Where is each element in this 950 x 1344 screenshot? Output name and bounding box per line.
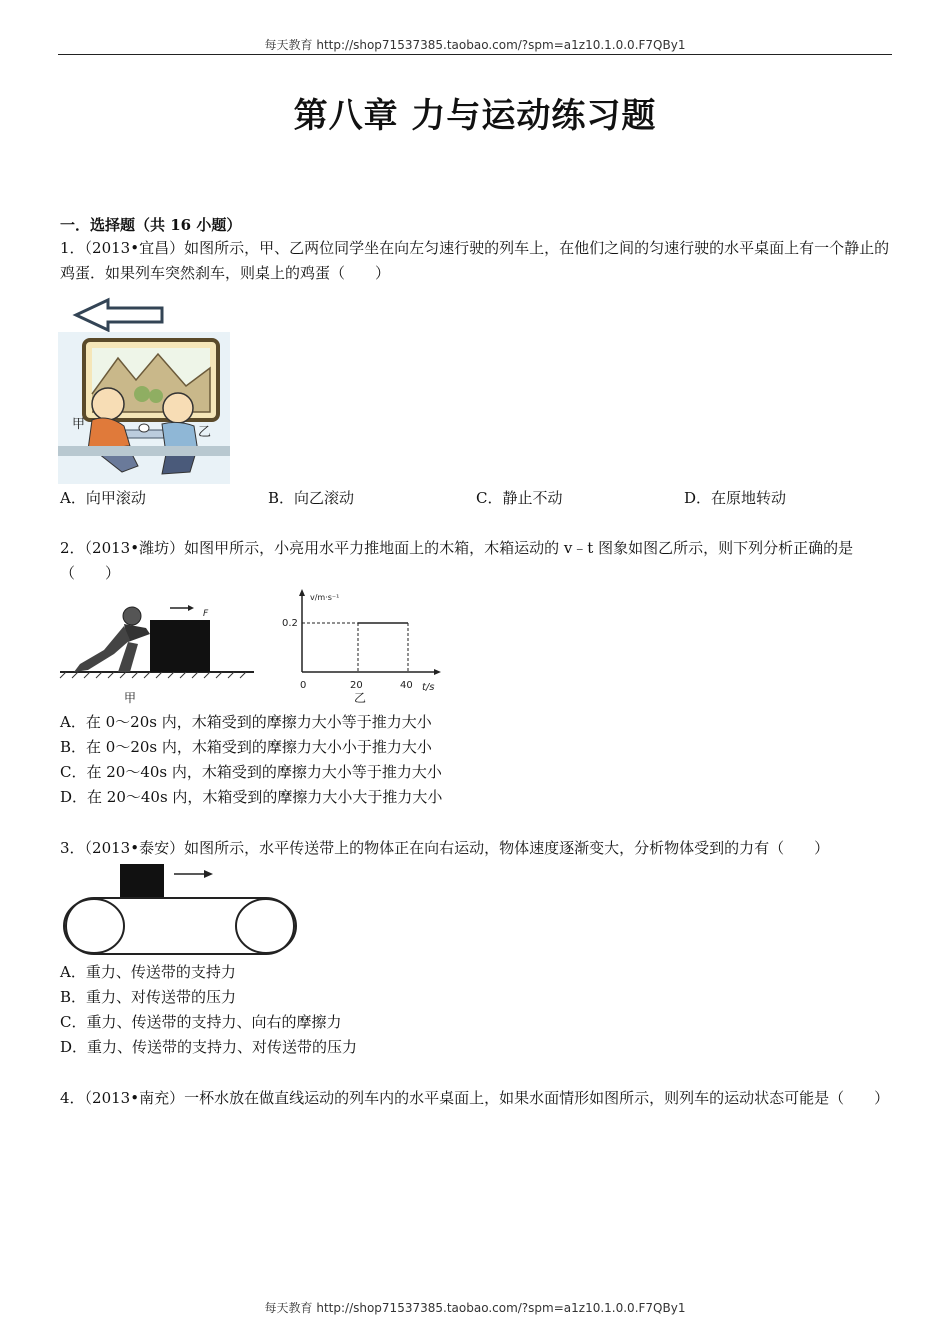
- q3-option-c: C．重力、传送带的支持力、向右的摩擦力: [60, 1013, 342, 1031]
- question-4-stem: 4．（2013•南充）一杯水放在做直线运动的列车内的水平桌面上，如果水面情形如图所示，则列车的运动状态可能是（ ）: [60, 1089, 890, 1107]
- page-header: 每天教育 http://shop71537385.taobao.com/?spm=a1z10.1.0.0.F7QBy1: [264, 38, 686, 52]
- q1-option-c: C．静止不动: [476, 489, 563, 507]
- label-yi: 乙: [198, 425, 212, 440]
- q2-option-b: B．在 0～20s 内，木箱受到的摩擦力大小小于推力大小: [60, 738, 432, 756]
- egg-icon: [139, 424, 149, 432]
- page-title: 第八章 力与运动练习题: [293, 96, 657, 136]
- conveyor-belt-figure: [58, 862, 304, 958]
- section-heading: 一．选择题（共 16 小题）: [60, 216, 242, 234]
- q1-option-a: A．向甲滚动: [60, 489, 146, 507]
- origin-label: 0: [300, 680, 307, 691]
- train-illustration-figure: [58, 296, 230, 484]
- y-axis-label: v/m·s⁻¹: [310, 593, 340, 602]
- x-tick-40: 40: [400, 680, 413, 691]
- q2-option-d: D．在 20～40s 内，木箱受到的摩擦力大小大于推力大小: [60, 788, 443, 806]
- q3-option-a: A．重力、传送带的支持力: [60, 963, 236, 981]
- wooden-box: [150, 620, 210, 672]
- person-yi-head: [163, 393, 193, 423]
- label-jia: 甲: [72, 417, 86, 432]
- q1-option-b: B．向乙滚动: [268, 489, 355, 507]
- left-arrow-icon: [76, 300, 162, 330]
- q2-option-a: A．在 0～20s 内，木箱受到的摩擦力大小等于推力大小: [60, 713, 432, 731]
- header-divider: [58, 54, 892, 55]
- question-3-stem: 3．（2013•泰安）如图所示，水平传送带上的物体正在向右运动，物体速度逐渐变大，分析物体受到的力有（ ）: [60, 839, 830, 857]
- y-tick-label: 0.2: [282, 618, 298, 629]
- object-block: [120, 864, 164, 898]
- question-1-stem: 1．（2013•宜昌）如图所示，甲、乙两位同学坐在向左匀速行驶的列车上，在他们之间的匀速行驶的水平桌面上有一个静止的鸡蛋．如果列车突然刹车，则桌上的鸡蛋（ ）: [60, 239, 890, 282]
- left-roller: [64, 899, 124, 953]
- x-tick-20: 20: [350, 680, 363, 691]
- page-footer: 每天教育 http://shop71537385.taobao.com/?spm=a1z10.1.0.0.F7QBy1: [264, 1301, 686, 1315]
- pusher-head: [123, 607, 141, 625]
- vt-graph-figure: [280, 588, 450, 708]
- question-2-stem: 2．（2013•潍坊）如图甲所示，小亮用水平力推地面上的木箱，木箱运动的 v﹣t 图象如图乙所示，则下列分析正确的是（ ）: [60, 539, 854, 582]
- caption-jia: 甲: [124, 691, 137, 705]
- q3-option-b: B．重力、对传送带的压力: [60, 988, 237, 1006]
- q1-option-d: D．在原地转动: [684, 489, 787, 507]
- person-jia-head: [92, 388, 124, 420]
- x-axis-label: t/s: [422, 682, 435, 693]
- caption-yi: 乙: [354, 691, 367, 705]
- q3-option-d: D．重力、传送带的支持力、对传送带的压力: [60, 1038, 358, 1056]
- q2-option-c: C．在 20～40s 内，木箱受到的摩擦力大小等于推力大小: [60, 763, 442, 781]
- push-box-figure: [58, 594, 258, 706]
- force-label: F: [203, 609, 209, 619]
- right-roller: [236, 899, 296, 953]
